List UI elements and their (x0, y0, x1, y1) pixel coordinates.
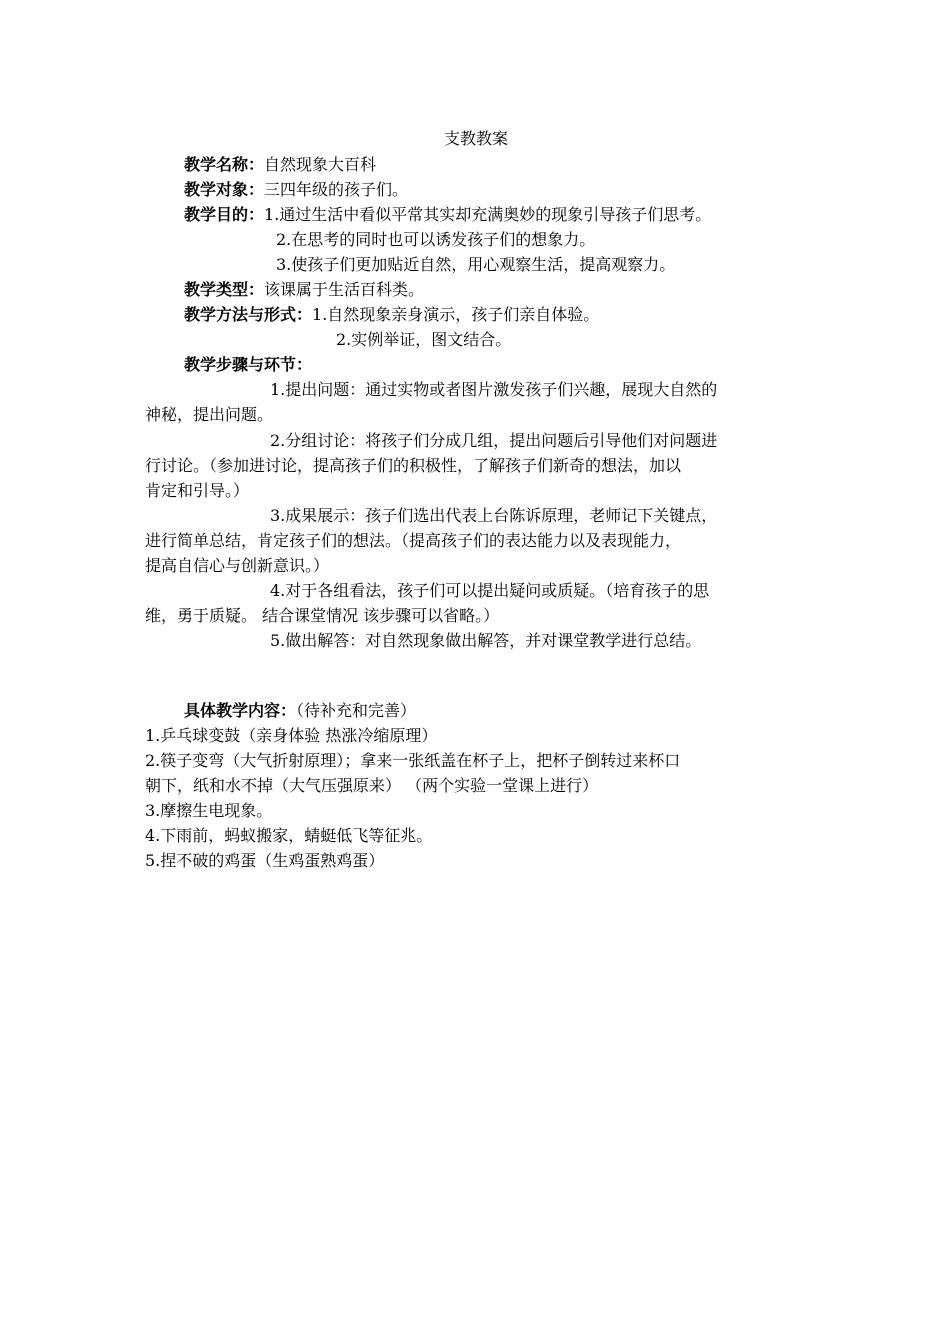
step-2-line: 行讨论。（参加进讨论，提高孩子们的积极性，了解孩子们新奇的想法，加以 (145, 456, 682, 475)
content-heading (184, 698, 416, 724)
name-row (184, 152, 376, 178)
step-3-line: 进行简单总结，肯定孩子们的想法。（提高孩子们的表达能力以及表现能力， (145, 531, 682, 550)
content-item: 朝下，纸和水不掉（大气压强原来） （两个实验一堂课上进行） (145, 776, 599, 795)
name-value: 自然现象大百科 (264, 155, 377, 174)
type-value: 该课属于生活百科类。 (264, 280, 425, 299)
method-item: 1.自然现象亲身演示，孩子们亲自体验。 (312, 305, 600, 324)
step-3-line: 3.成果展示：孩子们选出代表上台陈诉原理，老师记下关键点， (270, 506, 718, 525)
content-item: 4.下雨前，蚂蚁搬家，蜻蜓低飞等征兆。 (145, 826, 433, 845)
name-label: 教学名称： (184, 155, 265, 174)
content-item: 5.捏不破的鸡蛋（生鸡蛋熟鸡蛋） (145, 851, 385, 870)
step-1-line: 1.提出问题：通过实物或者图片激发孩子们兴趣，展现大自然的 (270, 380, 718, 399)
content-label: 具体教学内容： (184, 701, 297, 720)
step-5-line: 5.做出解答：对自然现象做出解答，并对课堂教学进行总结。 (270, 631, 702, 650)
step-1-line: 神秘，提出问题。 (145, 405, 274, 424)
step-4-line: 4.对于各组看法，孩子们可以提出疑问或质疑。（培育孩子的思 (270, 581, 710, 600)
purpose-label: 教学目的： (184, 205, 265, 224)
purpose-item: 3.使孩子们更加贴近自然，用心观察生活，提高观察力。 (276, 255, 676, 274)
content-item: 1.乒乓球变鼓（亲身体验 热涨冷缩原理） (145, 726, 438, 745)
purpose-row (184, 202, 711, 228)
step-2-line: 2.分组讨论：将孩子们分成几组，提出问题后引导他们对问题进 (270, 431, 718, 450)
purpose-item: 1.通过生活中看似平常其实却充满奥妙的现象引导孩子们思考。 (264, 205, 712, 224)
content-note: （待补充和完善） (296, 701, 417, 720)
step-4-line: 维，勇于质疑。 结合课堂情况 该步骤可以省略。） (145, 606, 500, 625)
step-2-line: 肯定和引导。） (145, 481, 250, 500)
type-row (184, 277, 424, 303)
purpose-item: 2.在思考的同时也可以诱发孩子们的想象力。 (276, 230, 596, 249)
content-item: 3.摩擦生电现象。 (145, 801, 273, 820)
steps-heading: 教学步骤与环节： (184, 355, 313, 374)
method-label: 教学方法与形式： (184, 305, 313, 324)
target-label: 教学对象： (184, 180, 265, 199)
method-row (184, 302, 599, 328)
document-title: 支教教案 (444, 129, 509, 148)
target-row (184, 177, 408, 203)
target-value: 三四年级的孩子们。 (264, 180, 409, 199)
method-item: 2.实例举证，图文结合。 (336, 330, 512, 349)
type-label: 教学类型： (184, 280, 265, 299)
content-item: 2.筷子变弯（大气折射原理）；拿来一张纸盖在杯子上，把杯子倒转过来杯口 (145, 751, 681, 770)
step-3-line: 提高自信心与创新意识。） (145, 556, 330, 575)
